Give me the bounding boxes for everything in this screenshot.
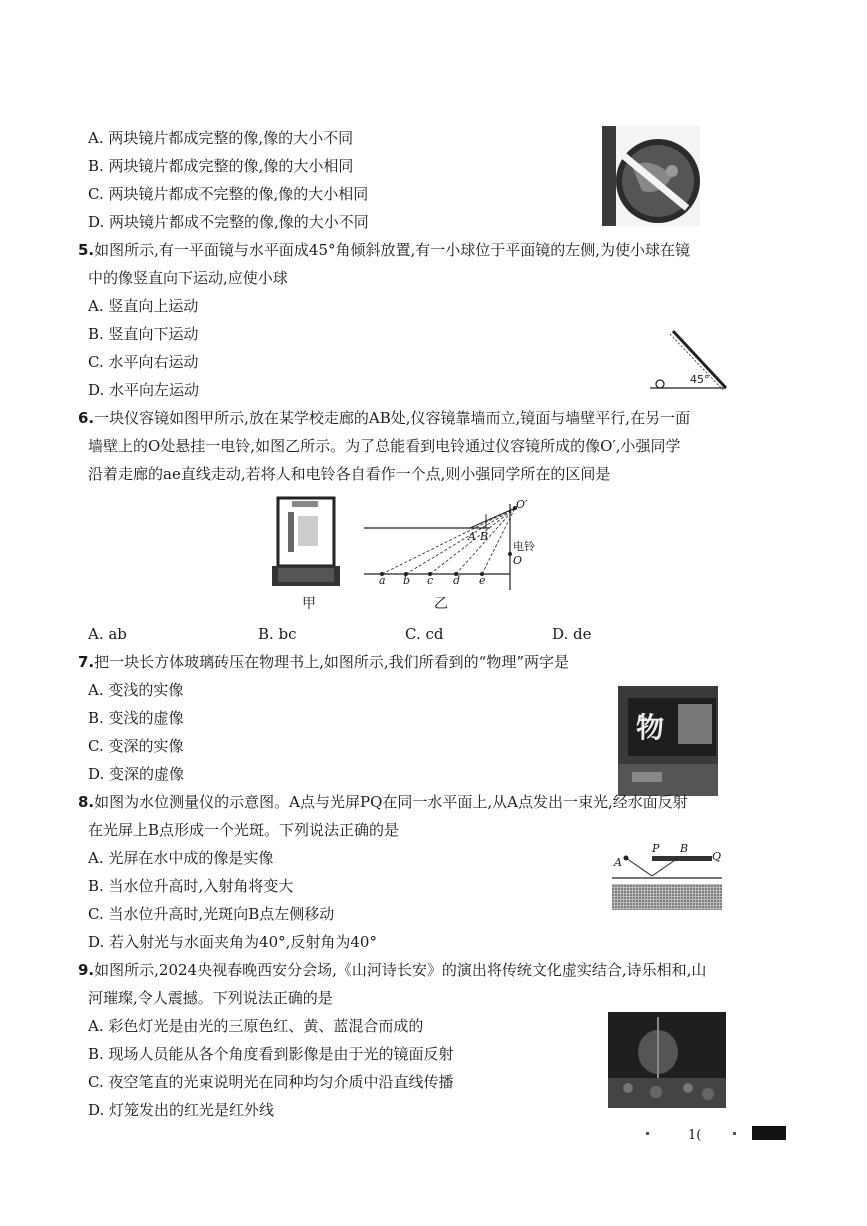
- q4-option-d: D. 两块镜片都成不完整的像,像的大小不同: [88, 213, 369, 231]
- q5-mirror-diagram: [640, 328, 730, 394]
- q8-stem-line1: [78, 792, 688, 812]
- q8-label-a: A: [614, 856, 622, 869]
- q8-number: 8.: [78, 793, 95, 811]
- q6-option-a: A. ab: [88, 625, 127, 643]
- q8-option-d: D. 若入射光与水面夹角为40°,反射角为40°: [88, 933, 377, 951]
- q6-number: 6.: [78, 409, 95, 427]
- q5-stem-text: 如图所示,有一平面镜与水平面成45°角倾斜放置,有一小球位于平面镜的左侧,为使小球在镜: [94, 241, 691, 259]
- q5-option-b: B. 竖直向下运动: [88, 325, 199, 343]
- q6-label-a: a: [379, 574, 386, 587]
- q4-mirror-photo: [602, 126, 700, 226]
- q6-option-c: C. cd: [405, 625, 444, 643]
- q5-option-a: A. 竖直向上运动: [88, 297, 199, 315]
- q9-stem-text: 如图所示,2024央视春晚西安分会场,《山河诗长安》的演出将传统文化虚实结合,诗乐相和,山: [94, 961, 707, 979]
- q8-option-a: A. 光屏在水中成的像是实像: [88, 849, 274, 867]
- q9-option-c: C. 夜空笔直的光束说明光在同种均匀介质中沿直线传播: [88, 1073, 454, 1091]
- q9-option-b: B. 现场人员能从各个角度看到影像是由于光的镜面反射: [88, 1045, 454, 1063]
- q6-label-yi: 乙: [434, 596, 448, 612]
- q5-stem-line2: 中的像竖直向下运动,应使小球: [88, 269, 288, 287]
- q8-label-q: Q: [712, 850, 722, 863]
- q8-option-c: C. 当水位升高时,光斑向B点左侧移动: [88, 905, 335, 923]
- q5-option-d: D. 水平向左运动: [88, 381, 200, 399]
- q5-stem-line1: [78, 240, 690, 260]
- q7-number: 7.: [78, 653, 95, 671]
- q6-label-b-point: B: [480, 530, 489, 543]
- footer-black-tab: [752, 1126, 786, 1140]
- q4-option-b: B. 两块镜片都成完整的像,像的大小相同: [88, 157, 354, 175]
- q7-glass-photo: [618, 686, 718, 796]
- q6-label-a-point: A: [468, 530, 476, 543]
- q7-photo-text: 物: [636, 711, 665, 744]
- q6-label-o-prime: O′: [516, 498, 528, 511]
- q6-figure-yi: [360, 494, 560, 618]
- q6-label-jia: 甲: [302, 596, 316, 612]
- q7-stem-text: 把一块长方体玻璃砖压在物理书上,如图所示,我们所看到的“物理”两字是: [94, 653, 570, 671]
- q6-stem-text: 一块仪容镜如图甲所示,放在某学校走廊的AB处,仪容镜靠墙而立,镜面与墙壁平行,在另一面: [94, 409, 691, 427]
- q8-label-p: P: [652, 842, 660, 855]
- q6-option-d: D. de: [552, 625, 592, 643]
- q9-option-d: D. 灯笼发出的红光是红外线: [88, 1101, 275, 1119]
- q7-option-a: A. 变浅的实像: [88, 681, 184, 699]
- q6-label-d: d: [453, 574, 461, 587]
- q6-label-bell: 电铃: [513, 540, 535, 553]
- q7-option-c: C. 变深的实像: [88, 737, 184, 755]
- q6-figure-jia: [268, 494, 344, 618]
- q8-option-b: B. 当水位升高时,入射角将变大: [88, 877, 294, 895]
- q6-label-e: e: [479, 574, 486, 587]
- q7-stem-line: [78, 652, 569, 672]
- q5-option-c: C. 水平向右运动: [88, 353, 199, 371]
- footer-dot-1: [646, 1132, 649, 1135]
- q7-option-d: D. 变深的虚像: [88, 765, 185, 783]
- q8-label-b: B: [680, 842, 689, 855]
- q8-stem-text: 如图为水位测量仪的示意图。A点与光屏PQ在同一水平面上,从A点发出一束光,经水面反射: [94, 793, 688, 811]
- q9-option-a: A. 彩色灯光是由光的三原色红、黄、蓝混合而成的: [88, 1017, 424, 1035]
- q9-number: 9.: [78, 961, 95, 979]
- q9-stem-line1: [78, 960, 706, 980]
- footer-mark: 1(: [688, 1128, 702, 1143]
- footer-dot-2: [733, 1132, 736, 1135]
- q7-option-b: B. 变浅的虚像: [88, 709, 184, 727]
- q5-angle-label: 45°: [690, 373, 710, 386]
- q4-option-a: A. 两块镜片都成完整的像,像的大小不同: [88, 129, 354, 147]
- q5-number: 5.: [78, 241, 95, 259]
- q9-stem-line2: 河璀璨,令人震撼。下列说法正确的是: [88, 989, 333, 1007]
- q4-option-c: C. 两块镜片都成不完整的像,像的大小相同: [88, 185, 369, 203]
- q9-stage-photo: [608, 1012, 726, 1108]
- q6-stem-line3: 沿着走廊的ae直线走动,若将人和电铃各自看作一个点,则小强同学所在的区间是: [88, 465, 611, 483]
- q6-option-b: B. bc: [258, 625, 297, 643]
- q6-stem-line1: [78, 408, 690, 428]
- q8-water-level-diagram: [612, 842, 722, 912]
- q6-label-b: b: [403, 574, 411, 587]
- q6-stem-line2: 墙壁上的O处悬挂一电铃,如图乙所示。为了总能看到电铃通过仪容镜所成的像O′,小强同学: [88, 437, 681, 455]
- q6-label-c: c: [427, 574, 434, 587]
- q8-stem-line2: 在光屏上B点形成一个光斑。下列说法正确的是: [88, 821, 400, 839]
- q6-label-o: O: [513, 554, 523, 567]
